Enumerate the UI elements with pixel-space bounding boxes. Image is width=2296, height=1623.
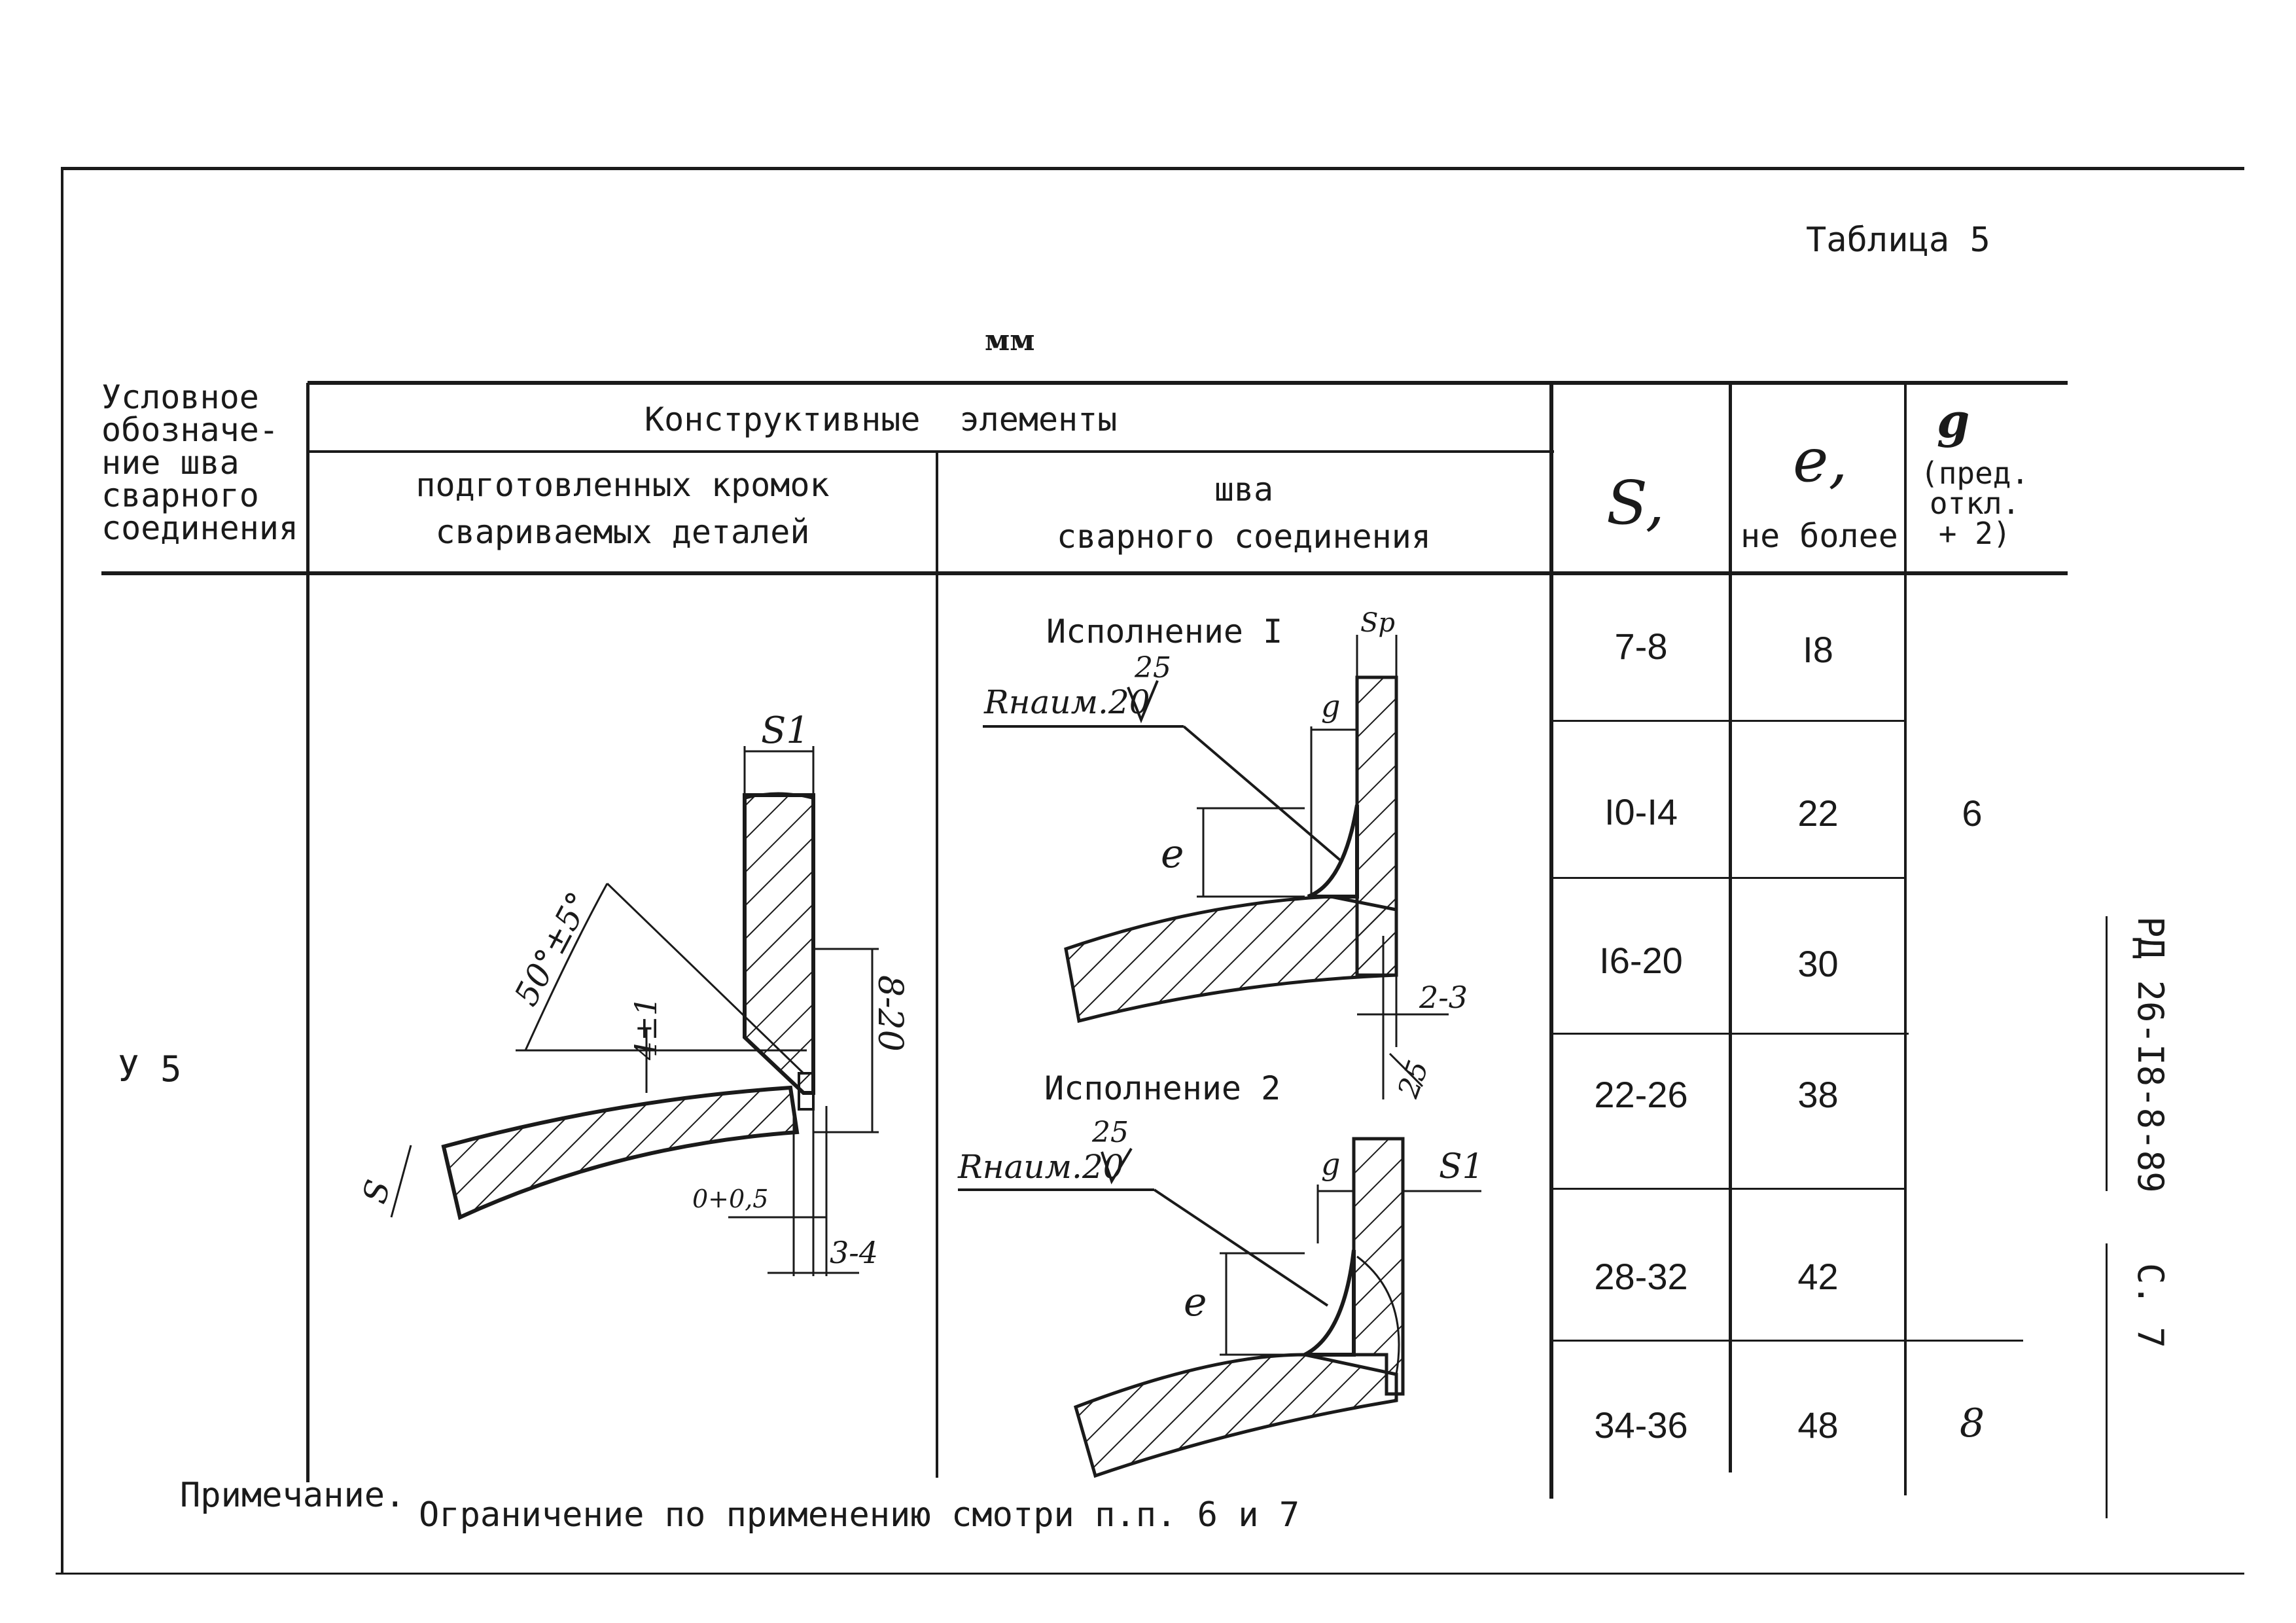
- v1-g-label: g: [1321, 688, 1341, 724]
- stamp-divider: [2106, 916, 2108, 1191]
- e-column-header: e,: [1793, 425, 1848, 495]
- vline-5: [1904, 383, 1907, 1495]
- stamp-divider-2: [2106, 1243, 2108, 1518]
- v2-e-label: e: [1184, 1279, 1207, 1325]
- dim-3-4-label: 3-4: [830, 1235, 879, 1270]
- frame-top: [62, 167, 2244, 170]
- e-cell-4: 38: [1797, 1074, 1839, 1115]
- v2-weld-fillet: [1305, 1250, 1354, 1355]
- edge-preparation-drawing: [309, 674, 934, 1309]
- sub-header-edges: [309, 461, 936, 556]
- header-top-line: [308, 381, 2068, 385]
- e-cell-6: 48: [1797, 1404, 1839, 1446]
- dim-8-20-label: 8-20: [870, 975, 910, 1052]
- v1-weld-fillet: [1308, 805, 1357, 897]
- s-cell-1: 7-8: [1614, 626, 1668, 667]
- g-subheader-line2: откл.: [1929, 486, 2021, 521]
- dim-4-label: 4±1: [628, 996, 663, 1060]
- row-sep-1: [1552, 720, 1904, 722]
- col1-header-line2: обозначе-: [101, 411, 279, 449]
- sub-header-weld: [938, 466, 1549, 560]
- v1-radius-label: Rнаим.20: [984, 683, 1150, 721]
- col1-header: [101, 378, 299, 547]
- weld-variants-drawing: [938, 589, 1549, 1492]
- note-label: Примечание.: [180, 1476, 406, 1515]
- sub-header-edges-line1: подготовленных кромок: [415, 466, 830, 504]
- variant2-title: Исполнение 2: [1044, 1069, 1281, 1107]
- v2-roughness-label: 25: [1092, 1116, 1129, 1149]
- v1-bottom-plate: [1066, 897, 1396, 1021]
- v1-sp-label: Sp: [1360, 608, 1396, 638]
- v1-e-label: e: [1161, 831, 1184, 877]
- col1-header-line4: сварного: [101, 476, 259, 514]
- row-label: У 5: [118, 1048, 182, 1090]
- s-cell-2: I0-I4: [1604, 791, 1678, 832]
- e-cell-1: I8: [1803, 629, 1833, 670]
- g-subheader-line3: + 2): [1938, 516, 2011, 551]
- g-cell-2: 8: [1959, 1400, 1985, 1446]
- g-column-subheader: [1920, 455, 2030, 551]
- s-cell-3: I6-20: [1599, 940, 1683, 981]
- row-sep-5: [1552, 1340, 2023, 1342]
- variant1-title: Исполнение I: [1046, 613, 1283, 651]
- e-cell-5: 42: [1797, 1256, 1839, 1297]
- units-label: мм: [985, 324, 1035, 357]
- sub-header-weld-line2: сварного соединения: [1057, 518, 1431, 556]
- s-cell-5: 28-32: [1594, 1256, 1688, 1297]
- g-subheader-line1: (пред.: [1920, 455, 2030, 491]
- group-title: Конструктивные элементы: [645, 401, 1118, 438]
- dim-s-label: S: [355, 1175, 398, 1208]
- frame-bottom: [56, 1573, 2244, 1575]
- vline-4: [1729, 383, 1732, 1472]
- sub-header-weld-line1: шва: [1214, 471, 1274, 508]
- v1-2-3-label: 2-3: [1419, 980, 1468, 1015]
- note-text: Ограничение по применению смотри п.п. 6 и 7: [419, 1495, 1300, 1535]
- row-sep-2: [1552, 877, 1904, 879]
- col1-header-line5: соединения: [101, 509, 299, 547]
- g-column-header: g: [1937, 393, 1970, 448]
- e-cell-3: 30: [1797, 943, 1839, 984]
- col1-header-line1: Условное: [101, 378, 259, 416]
- page-number-stamp: С. 7: [2130, 1263, 2171, 1349]
- dim-angle-label: 50°±5°: [506, 885, 598, 1012]
- group-divider-line: [308, 450, 1554, 453]
- e-column-subheader: не более: [1740, 517, 1898, 555]
- v2-g-label: g: [1321, 1147, 1341, 1182]
- v1-roughness-label: 25: [1135, 651, 1171, 685]
- s-column-header: S,: [1606, 468, 1665, 538]
- v2-vertical-plate: [1354, 1139, 1403, 1394]
- v2-bottom-plate: [1076, 1355, 1396, 1476]
- sub-header-edges-line2: свариваемых деталей: [435, 513, 810, 551]
- frame-left: [61, 167, 63, 1574]
- v2-radius-label: Rнаим.20: [958, 1148, 1124, 1186]
- g-cell-1: 6: [1962, 793, 1983, 834]
- doc-number-stamp: РД 26-I8-8-89: [2130, 916, 2171, 1193]
- col1-header-line3: ние шва: [101, 444, 239, 482]
- dim-0-05-label: 0+0,5: [692, 1185, 769, 1213]
- v1-roughness2-label: 25: [1391, 1056, 1436, 1103]
- v2-s1-label: S1: [1439, 1147, 1484, 1186]
- dim-s1-label: S1: [761, 709, 809, 752]
- header-bottom-line: [101, 571, 2068, 575]
- table-label: Таблица 5: [1806, 221, 1990, 260]
- s-cell-4: 22-26: [1594, 1074, 1688, 1115]
- row-sep-4: [1552, 1188, 1904, 1190]
- row-sep-3: [1552, 1033, 1909, 1035]
- s-cell-6: 34-36: [1594, 1404, 1688, 1446]
- e-cell-2: 22: [1797, 793, 1839, 834]
